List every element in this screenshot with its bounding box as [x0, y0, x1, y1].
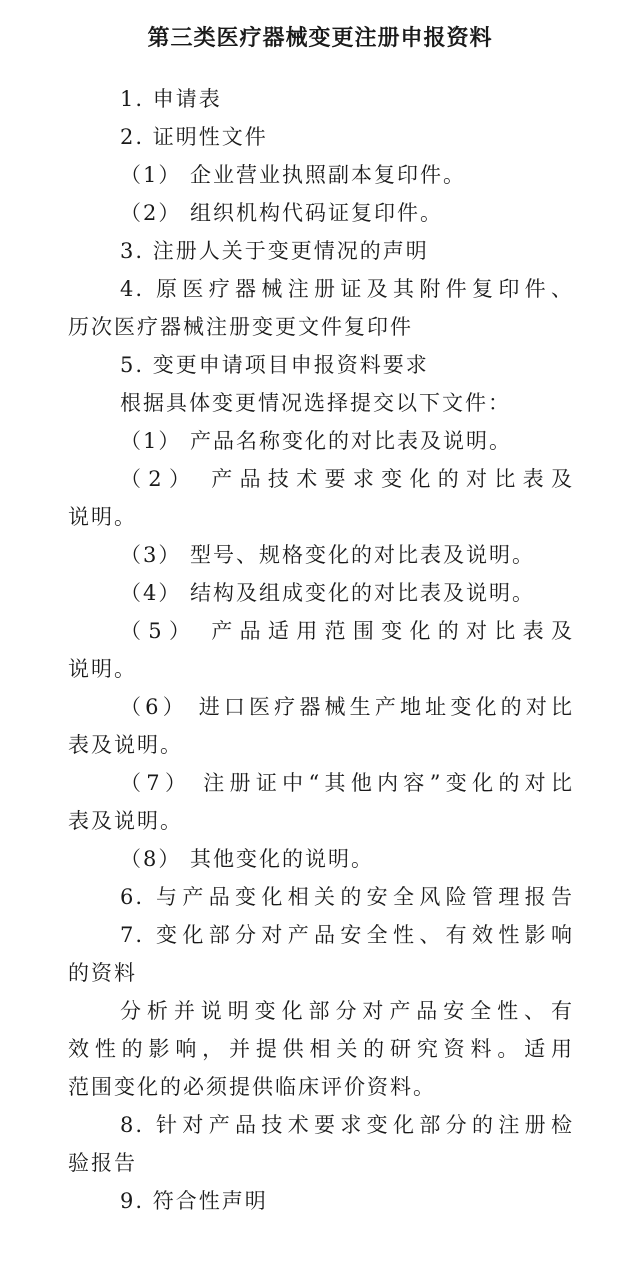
- list-item-change-statement: 3. 注册人关于变更情况的声明: [120, 239, 429, 263]
- sub-item-business-license: （1） 企业营业执照副本复印件。: [120, 163, 467, 187]
- list-item-conformity-declaration: 9. 符合性声明: [120, 1189, 268, 1213]
- list-item-safety-impact-continued: 的资料: [68, 961, 137, 985]
- sub-item-model-spec: （3） 型号、规格变化的对比表及说明。: [120, 543, 536, 567]
- list-item-test-report: 8. 针对产品技术要求变化部分的注册检: [120, 1113, 574, 1137]
- sub-item-import-address: （6） 进口医疗器械生产地址变化的对比: [120, 695, 574, 719]
- list-item-application-form: 1. 申请表: [120, 87, 222, 111]
- paragraph-analysis-end: 范围变化的必须提供临床评价资料。: [68, 1075, 436, 1099]
- sub-item-other-content: （7） 注册证中“其他内容”变化的对比: [120, 771, 574, 795]
- sub-item-structure: （4） 结构及组成变化的对比表及说明。: [120, 581, 536, 605]
- sub-item-import-address-continued: 表及说明。: [68, 733, 183, 757]
- document-title: 第三类医疗器械变更注册申报资料: [147, 26, 493, 51]
- paragraph-analysis: 分析并说明变化部分对产品安全性、有: [120, 999, 574, 1023]
- document-body: [68, 80, 574, 1220]
- sub-item-technical-requirements-continued: 说明。: [68, 505, 137, 529]
- list-item-original-certificate: 4. 原医疗器械注册证及其附件复印件、: [120, 277, 574, 301]
- sub-item-other-changes: （8） 其他变化的说明。: [120, 847, 375, 871]
- list-item-risk-report: 6. 与产品变化相关的安全风险管理报告: [120, 885, 574, 909]
- list-item-certification-docs: 2. 证明性文件: [120, 125, 268, 149]
- list-item-test-report-continued: 验报告: [68, 1151, 137, 1175]
- sub-item-intended-use: （5） 产品适用范围变化的对比表及: [120, 619, 574, 643]
- sub-item-product-name: （1） 产品名称变化的对比表及说明。: [120, 429, 513, 453]
- paragraph-analysis-continued: 效性的影响，并提供相关的研究资料。适用: [68, 1037, 574, 1061]
- list-item-original-certificate-continued: 历次医疗器械注册变更文件复印件: [68, 315, 413, 339]
- sub-item-technical-requirements: （2） 产品技术要求变化的对比表及: [120, 467, 574, 491]
- list-item-change-requirements: 5. 变更申请项目申报资料要求: [120, 353, 429, 377]
- sub-item-organization-code: （2） 组织机构代码证复印件。: [120, 201, 444, 225]
- list-item-safety-impact: 7. 变化部分对产品安全性、有效性影响: [120, 923, 574, 947]
- sub-item-intended-use-continued: 说明。: [68, 657, 137, 681]
- sub-item-other-content-continued: 表及说明。: [68, 809, 183, 833]
- paragraph-select-files: 根据具体变更情况选择提交以下文件：: [120, 391, 511, 415]
